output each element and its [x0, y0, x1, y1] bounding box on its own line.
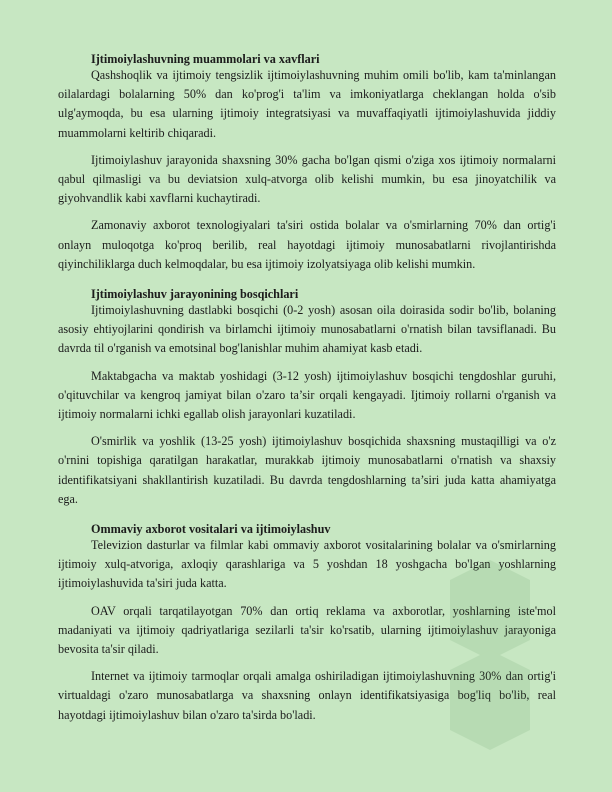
section-media — [58, 522, 556, 725]
paragraph: Maktabgacha va maktab yoshidagi (3-12 yosh) ijtimoiylashuv bosqichi tengdoshlar guruhi, o'qituvchilar va kengroq jamiyat bilan o'zaro ta’sir orqali kengayadi. Ijtimoiy rollarni o'rganish va ijtimoiy normalarni ichki egallab olish jarayonlari kuzatiladi. — [58, 368, 556, 422]
section-heading: Ijtimoiylashuv jarayonining bosqichlari — [91, 287, 299, 302]
paragraph: Ijtimoiylashuv jarayonida shaxsning 30% gacha bo'lgan qismi o'ziga xos ijtimoiy normalarni qabul qilmasligi va bu deviatsion xulq-atvorga olib kelishi mumkin, bu esa jinoyatchilik va giyohvandlik kabi xavflarni kuchaytiradi. — [58, 152, 556, 206]
paragraph: Televizion dasturlar va filmlar kabi ommaviy axborot vositalarining bolalar va o'smirlarning ijtimoiy xulq-atvoriga, axloqiy qarashlariga va 5 yoshdan 18 yoshgacha bo'lgan yoshlarning ijtimoiylashuvida ta'siri juda katta. — [58, 538, 556, 591]
section-heading: Ommaviy axborot vositalari va ijtimoiylashuv — [91, 522, 331, 537]
section-problems — [58, 52, 556, 274]
paragraph: Internet va ijtimoiy tarmoqlar orqali amalga oshiriladigan ijtimoiylashuvning 30% dan ortig'i virtualdagi o'zaro munosabatlarga va shaxsning onlayn identifikatsiyasiga bog'liq bo'lib, real hayotdagi ijtimoiylashuv bilan o'zaro ta'sirda bo'ladi. — [58, 669, 556, 722]
document-page — [58, 52, 556, 725]
paragraph: Zamonaviy axborot texnologiyalari ta'siri ostida bolalar va o'smirlarning 70% dan ortig'i onlayn muloqotga ko'proq berilib, real hayotdagi ijtimoiy munosabatlarni rivojlantirishda qiyinchiliklarga duch kelmoqdalar, bu esa ijtimoiy izolyatsiyaga olib kelishi mumkin. — [58, 218, 556, 271]
paragraph: Qashshoqlik va ijtimoiy tengsizlik ijtimoiylashuvning muhim omili bo'lib, kam ta'minlangan oilalardagi bolalarning 50% dan ko'prog'i ta'lim va imkoniyatlarga cheklangan holda o'sib ulg'aymoqda, bu esa ularning ijtimoiy integratsiyasi va muvaffaqiyatli ijtimoiylashuvida jiddiy muammolarni keltirib chiqaradi. — [58, 68, 556, 140]
paragraph: O'smirlik va yoshlik (13-25 yosh) ijtimoiylashuv bosqichida shaxsning mustaqilligi va o'z o'rnini topishiga qaratilgan harakatlar, murakkab ijtimoiy munosabatlarni o'rnatish va shaxsiy identifikatsiyani shakllantirish kuzatiladi. Bu davrda tengdoshlarning ta’siri juda katta ahamiyatga ega. — [58, 434, 556, 506]
section-heading: Ijtimoiylashuvning muammolari va xavflari — [91, 52, 320, 66]
paragraph: Ijtimoiylashuvning dastlabki bosqichi (0-2 yosh) asosan oila doirasida sodir bo'lib, bolaning asosiy ehtiyojlarini qondirish va birlamchi ijtimoiy munosabatlarni o'rnatish bilan tavsiflanadi. Bu davrda til o'rganish va emotsinal bog'lanishlar muhim ahamiyat kasb etadi. — [58, 303, 556, 356]
section-stages — [58, 287, 556, 509]
paragraph: OAV orqali tarqatilayotgan 70% dan ortiq reklama va axborotlar, yoshlarning iste'mol madaniyati va ijtimoiy qadriyatlariga sezilarli ta'sir ko'rsatib, ularning ijtimoiylashuv jarayoniga bevosita ta'sir qiladi. — [58, 603, 556, 657]
